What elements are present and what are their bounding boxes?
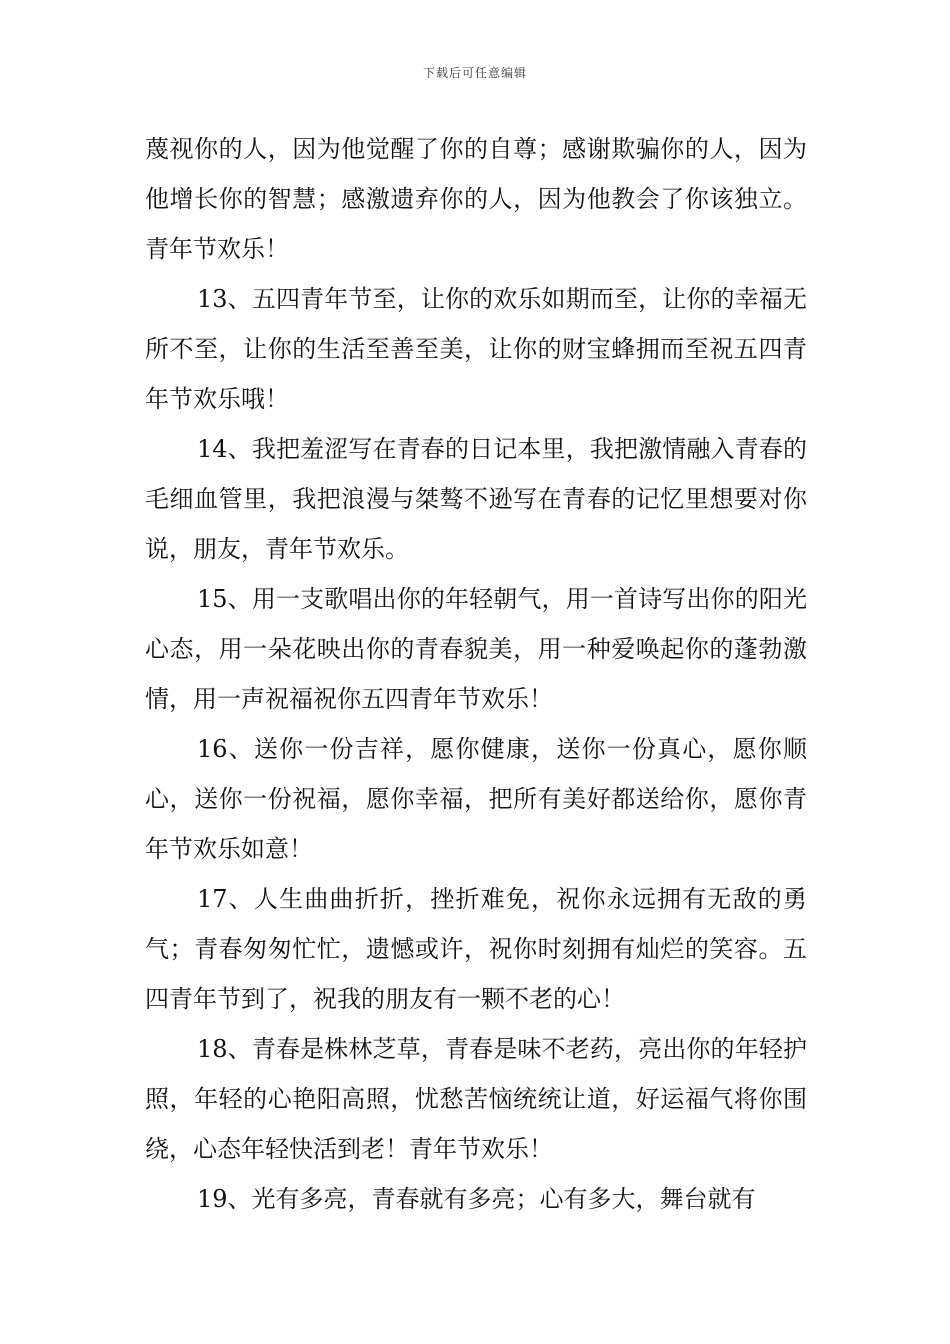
paragraph-19: 19、光有多亮，青春就有多亮；心有多大，舞台就有	[197, 1185, 756, 1213]
paragraph-16: 16、送你一份吉祥，愿你健康，送你一份真心，愿你顺心，送你一份祝福，愿你幸福，把所有美好都送给你，愿你青年节欢乐如意！	[145, 735, 807, 863]
paragraph-17: 17、人生曲曲折折，挫折难免，祝你永远拥有无敌的勇气；青春匆匆忙忙，遗憾或许，祝你时刻拥有灿烂的笑容。五四青年节到了，祝我的朋友有一颗不老的心！	[145, 885, 807, 1013]
paragraph-continuation: 蔑视你的人，因为他觉醒了你的自尊；感谢欺骗你的人，因为他增长你的智慧；感激遗弃你的人，因为他教会了你该独立。青年节欢乐！	[145, 135, 807, 263]
paragraph-14: 14、我把羞涩写在青春的日记本里，我把激情融入青春的毛细血管里，我把浪漫与桀骜不逊写在青春的记忆里想要对你说，朋友，青年节欢乐。	[145, 435, 807, 563]
paragraph-13: 13、五四青年节至，让你的欢乐如期而至，让你的幸福无所不至，让你的生活至善至美，让你的财宝蜂拥而至祝五四青年节欢乐哦！	[145, 285, 807, 413]
document-body	[145, 124, 807, 1224]
paragraph-18: 18、青春是株林芝草，青春是味不老药，亮出你的年轻护照，年轻的心艳阳高照，忧愁苦恼统统让道，好运福气将你围绕，心态年轻快活到老！青年节欢乐！	[145, 1035, 807, 1163]
page-header: 下载后可任意编辑	[422, 66, 527, 80]
paragraph-15: 15、用一支歌唱出你的年轻朝气，用一首诗写出你的阳光心态，用一朵花映出你的青春貌美，用一种爱唤起你的蓬勃激情，用一声祝福祝你五四青年节欢乐！	[145, 585, 807, 713]
